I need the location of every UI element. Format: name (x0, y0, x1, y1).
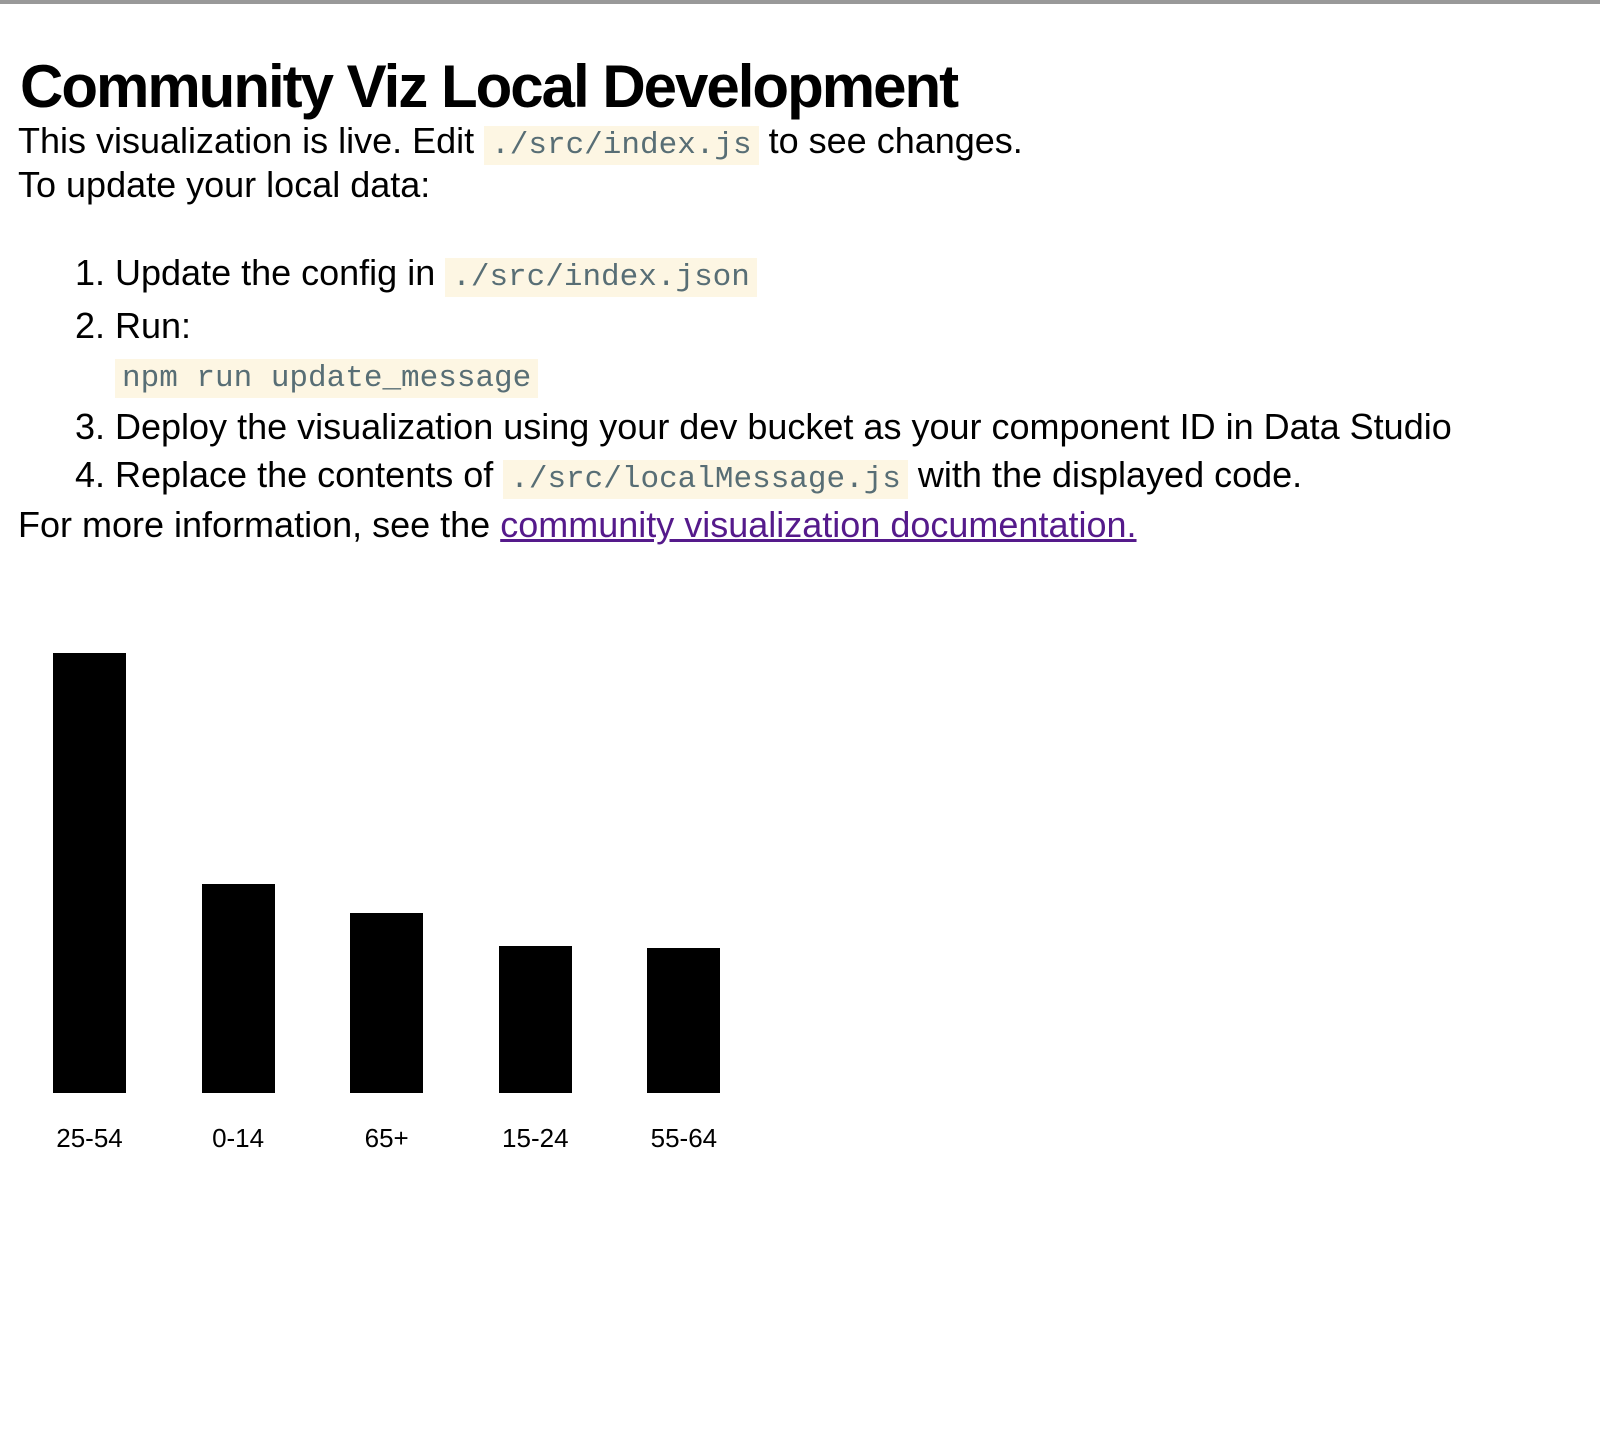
bar-25-54 (53, 653, 126, 1093)
bar-65+ (350, 913, 423, 1093)
bar-0-14 (202, 884, 275, 1093)
documentation-link[interactable]: community visualization documentation. (500, 504, 1137, 546)
window-top-edge (0, 0, 1600, 4)
index-js-code: ./src/index.js (484, 126, 758, 165)
bar-area (647, 653, 721, 1093)
bar-label-25-54: 25-54 (56, 1123, 123, 1154)
more-info-text-before: For more information, see the (18, 504, 501, 546)
step4-text-after: with the displayed code. (907, 454, 1303, 496)
step1-text: Update the config in (115, 252, 446, 294)
bar-label-15-24: 15-24 (502, 1123, 569, 1154)
step-replace-contents (115, 451, 1582, 504)
bar-15-24 (499, 946, 572, 1093)
chart-column (202, 653, 351, 1154)
step4-text-before: Replace the contents of (115, 454, 504, 496)
local-message-js-code: ./src/localMessage.js (503, 460, 908, 499)
update-instructions-heading: To update your local data: (18, 163, 431, 205)
page-title: Community Viz Local Development (20, 53, 958, 120)
step3-text: Deploy the visualization using your dev bucket as your component ID in Data Studio (115, 406, 1452, 448)
bar-area (350, 653, 499, 1093)
bar-area (202, 653, 351, 1093)
bar-chart (53, 653, 1582, 1154)
step-update-config (115, 249, 1582, 302)
intro-text-before: This visualization is live. Edit (18, 120, 485, 161)
command-line (115, 350, 1582, 403)
page-content (0, 54, 1600, 1154)
bar-label-55-64: 55-64 (650, 1123, 718, 1154)
step-deploy (115, 403, 1582, 451)
more-info-text (18, 504, 1582, 545)
bar-55-64 (647, 948, 720, 1093)
bar-area (53, 653, 202, 1093)
index-json-code: ./src/index.json (445, 258, 757, 297)
update-steps-list (18, 249, 1582, 504)
chart-column (499, 653, 648, 1154)
step2-label: Run: (115, 305, 192, 347)
chart-column (350, 653, 499, 1154)
chart-column (647, 653, 721, 1154)
intro-text (18, 120, 1582, 164)
chart-column (53, 653, 202, 1154)
bar-area (499, 653, 648, 1093)
bar-label-65+: 65+ (364, 1123, 409, 1154)
step-run-command (115, 302, 1582, 403)
npm-command-code: npm run update_message (115, 359, 538, 398)
bar-label-0-14: 0-14 (212, 1123, 265, 1154)
intro-text-after: to see changes. (758, 120, 1023, 161)
